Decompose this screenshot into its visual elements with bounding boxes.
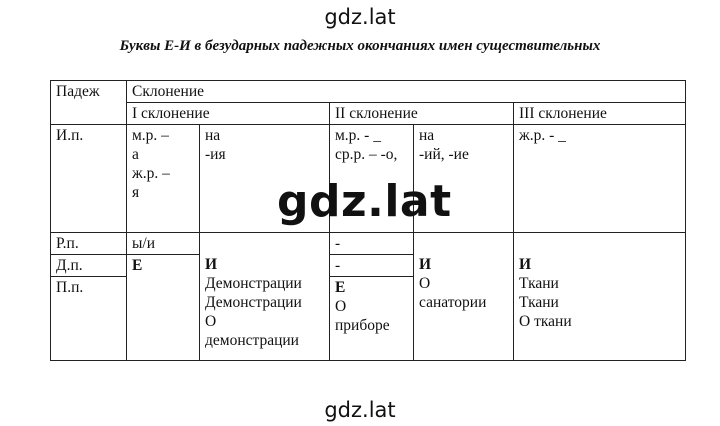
cell-line: м.р. - _ bbox=[335, 127, 381, 144]
cell-line: м.р. – bbox=[132, 127, 169, 144]
watermark-center: gdz.lat bbox=[277, 176, 452, 227]
cell-rp-d1a: ы/и bbox=[127, 233, 200, 255]
cell-line: Ткани bbox=[519, 294, 559, 311]
table-row bbox=[51, 81, 686, 103]
page-title: Буквы Е-И в безударных падежных окончаниях имен существительных bbox=[119, 38, 601, 54]
cell-d1b-lower bbox=[200, 233, 330, 361]
cell-line: О ткани bbox=[519, 313, 572, 330]
header-decl1: I склонение bbox=[127, 103, 330, 125]
header-padezh: Падеж bbox=[51, 81, 127, 125]
cell-line: О bbox=[419, 275, 431, 292]
cell-line: Демонстрации bbox=[205, 294, 302, 311]
cell-line: я bbox=[132, 184, 140, 201]
case-label: И.п. bbox=[51, 125, 127, 233]
case-label: Р.п. bbox=[51, 233, 127, 255]
cell-line: на bbox=[419, 127, 435, 144]
header-decl3: III склонение bbox=[514, 103, 686, 125]
header-sklonenie: Склонение bbox=[127, 81, 686, 103]
cell-dp-d1a: Е bbox=[127, 255, 200, 361]
cell-line: ср.р. – -о, bbox=[335, 146, 398, 163]
cell-line: -ий, -ие bbox=[419, 146, 469, 163]
cell-ip-d3: ж.р. - _ bbox=[514, 125, 686, 233]
cell-pp-d2a bbox=[330, 277, 414, 361]
table-row bbox=[51, 103, 686, 125]
cell-ip-d1a bbox=[127, 125, 200, 233]
cell-line: Демонстрации bbox=[205, 275, 302, 292]
cell-line: демонстрации bbox=[205, 332, 299, 349]
cell-line: приборе bbox=[335, 317, 390, 334]
cell-line: И bbox=[419, 256, 432, 273]
table-row bbox=[51, 233, 686, 255]
cell-line: Ткани bbox=[519, 275, 559, 292]
watermark-bottom: gdz.lat bbox=[324, 398, 396, 422]
cell-line: И bbox=[519, 256, 532, 273]
cell-line: а bbox=[132, 146, 139, 163]
cell-rp-d2a: - bbox=[330, 233, 414, 255]
case-label: Д.п. bbox=[51, 255, 127, 277]
cell-line: О bbox=[335, 298, 347, 315]
cell-d2b-lower bbox=[414, 233, 514, 361]
cell-line: на bbox=[205, 127, 221, 144]
cell-line: -ия bbox=[205, 146, 226, 163]
cell-line: И bbox=[205, 256, 218, 273]
case-label: П.п. bbox=[51, 277, 127, 361]
cell-line: санатории bbox=[419, 294, 487, 311]
cell-d3-lower bbox=[514, 233, 686, 361]
cell-line: О bbox=[205, 313, 217, 330]
header-decl2: II склонение bbox=[330, 103, 514, 125]
cell-line: ж.р. – bbox=[132, 165, 170, 182]
cell-dp-d2a: - bbox=[330, 255, 414, 277]
cell-line: Е bbox=[335, 279, 346, 296]
watermark-top: gdz.lat bbox=[324, 5, 396, 29]
